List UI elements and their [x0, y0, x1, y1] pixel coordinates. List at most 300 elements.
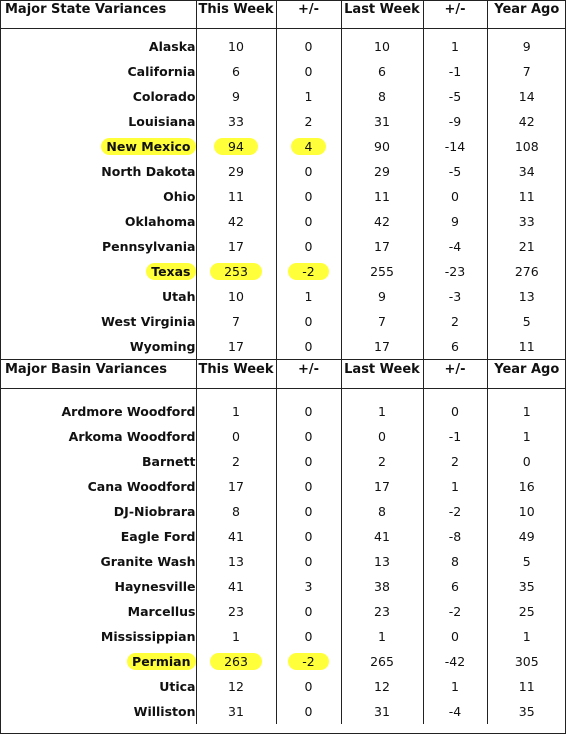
this-week-cell-value: 9 [232, 89, 240, 104]
table-row [0, 284, 566, 309]
row-label-text: Alaska [148, 39, 196, 54]
last-week-cell-value: 265 [370, 654, 394, 669]
change-year-cell [423, 334, 487, 360]
last-week-cell-value: 6 [378, 64, 386, 79]
last-week-cell-value: 17 [374, 239, 390, 254]
row-label-text: Haynesville [114, 579, 196, 594]
this-week-cell [196, 649, 276, 674]
change-week-cell-value: 0 [304, 704, 313, 719]
year-ago-cell-value: 33 [518, 214, 535, 229]
last-week-cell [341, 309, 423, 334]
last-week-cell-value: 38 [374, 579, 390, 594]
year-ago-cell-value: 13 [518, 289, 535, 304]
row-label [0, 449, 196, 474]
change-week-cell-value: 0 [304, 164, 313, 179]
year-ago-cell [487, 59, 566, 84]
table-row [0, 184, 566, 209]
change-week-cell-value: 0 [304, 339, 313, 354]
year-ago-cell-value: 276 [514, 264, 539, 279]
change-year-cell [423, 209, 487, 234]
row-label-text: Arkoma Woodford [68, 429, 196, 444]
change-year-cell-value: -5 [448, 164, 462, 179]
state-header-row [0, 0, 566, 29]
change-year-cell [423, 109, 487, 134]
last-week-cell-value: 13 [374, 554, 390, 569]
last-week-cell-value: 17 [374, 479, 390, 494]
change-week-cell [276, 474, 341, 499]
row-label-text: Ardmore Woodford [61, 404, 196, 419]
last-week-cell-value: 10 [374, 39, 390, 54]
last-week-cell [341, 234, 423, 259]
year-ago-cell [487, 284, 566, 309]
change-week-cell-value: 0 [304, 314, 313, 329]
change-year-cell-value: 8 [451, 554, 459, 569]
row-label [0, 309, 196, 334]
row-label [0, 259, 196, 284]
row-label-text: Louisiana [128, 114, 196, 129]
change-week-cell [276, 624, 341, 649]
last-week-cell [341, 574, 423, 599]
change-year-cell [423, 599, 487, 624]
this-week-cell-value: 42 [228, 214, 244, 229]
year-ago-cell-value: 35 [518, 579, 535, 594]
year-ago-cell-value: 42 [518, 114, 535, 129]
this-week-cell [196, 159, 276, 184]
row-label [0, 474, 196, 499]
table-row [0, 549, 566, 574]
change-week-cell [276, 649, 341, 674]
basin-variances-section [0, 360, 566, 725]
table-row [0, 574, 566, 599]
this-week-cell-value: 23 [228, 604, 244, 619]
this-week-cell-value: 263 [210, 653, 262, 670]
last-week-cell-value: 2 [378, 454, 386, 469]
last-week-cell-value: 12 [374, 679, 390, 694]
this-week-cell-value: 2 [232, 454, 240, 469]
this-week-cell-value: 8 [232, 504, 240, 519]
this-week-cell-value: 17 [228, 239, 244, 254]
row-label [0, 624, 196, 649]
change-year-cell-value: 2 [451, 314, 459, 329]
change-year-cell [423, 524, 487, 549]
this-week-cell-value: 6 [232, 64, 240, 79]
last-week-cell [341, 674, 423, 699]
this-week-cell-value: 0 [232, 429, 240, 444]
this-week-cell [196, 234, 276, 259]
this-week-cell [196, 599, 276, 624]
change-week-cell [276, 59, 341, 84]
last-week-cell-value: 90 [374, 139, 390, 154]
last-week-cell-value: 42 [374, 214, 390, 229]
change-week-cell [276, 284, 341, 309]
year-ago-cell [487, 309, 566, 334]
row-label [0, 524, 196, 549]
last-week-cell-value: 31 [374, 114, 390, 129]
change-week-cell [276, 209, 341, 234]
change-week-cell [276, 499, 341, 524]
change-week-cell-value: 3 [304, 579, 313, 594]
year-ago-cell [487, 424, 566, 449]
this-week-cell [196, 474, 276, 499]
change-year-cell-value: -8 [448, 529, 462, 544]
this-week-cell-value: 11 [228, 189, 244, 204]
row-label-text: Permian [127, 653, 195, 670]
change-year-cell [423, 34, 487, 59]
col-last-week-header: Last Week [341, 0, 423, 29]
this-week-cell-value: 29 [228, 164, 244, 179]
last-week-cell-value: 11 [374, 189, 390, 204]
this-week-cell-value: 1 [232, 404, 240, 419]
change-year-cell [423, 449, 487, 474]
change-week-cell-value: 0 [304, 429, 313, 444]
change-year-cell-value: 6 [451, 579, 459, 594]
table-row [0, 84, 566, 109]
last-week-cell-value: 29 [374, 164, 390, 179]
this-week-cell-value: 7 [232, 314, 240, 329]
change-week-cell [276, 134, 341, 159]
table-row [0, 259, 566, 284]
row-label [0, 59, 196, 84]
year-ago-cell [487, 499, 566, 524]
year-ago-cell [487, 624, 566, 649]
change-year-cell-value: -14 [444, 139, 466, 154]
change-year-cell [423, 624, 487, 649]
row-label [0, 284, 196, 309]
this-week-cell-value: 33 [228, 114, 244, 129]
this-week-cell [196, 399, 276, 424]
row-label [0, 209, 196, 234]
this-week-cell-value: 13 [228, 554, 244, 569]
last-week-cell [341, 159, 423, 184]
this-week-cell [196, 259, 276, 284]
this-week-cell [196, 309, 276, 334]
last-week-cell [341, 549, 423, 574]
row-label [0, 234, 196, 259]
last-week-cell [341, 134, 423, 159]
change-year-cell [423, 259, 487, 284]
year-ago-cell [487, 599, 566, 624]
change-week-cell-value: 0 [304, 604, 313, 619]
change-week-cell-value: 0 [304, 504, 313, 519]
last-week-cell-value: 1 [378, 404, 386, 419]
change-week-cell [276, 159, 341, 184]
this-week-cell [196, 134, 276, 159]
row-label [0, 424, 196, 449]
table-row [0, 109, 566, 134]
change-week-cell-value: 0 [304, 629, 313, 644]
year-ago-cell [487, 159, 566, 184]
row-label-text: Eagle Ford [120, 529, 196, 544]
year-ago-cell-value: 1 [522, 629, 531, 644]
change-week-cell-value: 2 [304, 114, 313, 129]
row-label-text: DJ-Niobrara [113, 504, 196, 519]
change-year-cell [423, 399, 487, 424]
row-label [0, 34, 196, 59]
last-week-cell [341, 524, 423, 549]
col-change-year-header: +/- [423, 0, 487, 29]
change-year-cell [423, 234, 487, 259]
year-ago-cell [487, 699, 566, 724]
row-label-text: California [127, 64, 196, 79]
row-label [0, 699, 196, 724]
year-ago-cell-value: 49 [518, 529, 535, 544]
change-year-cell-value: -2 [448, 504, 462, 519]
last-week-cell [341, 34, 423, 59]
change-week-cell [276, 424, 341, 449]
table-row [0, 134, 566, 159]
year-ago-cell [487, 399, 566, 424]
last-week-cell [341, 334, 423, 360]
year-ago-cell [487, 449, 566, 474]
change-year-cell-value: 9 [451, 214, 459, 229]
table-row [0, 59, 566, 84]
this-week-cell-value: 31 [228, 704, 244, 719]
change-week-cell-value: 0 [304, 189, 313, 204]
year-ago-cell [487, 184, 566, 209]
last-week-cell-value: 1 [378, 629, 386, 644]
this-week-cell [196, 59, 276, 84]
row-label [0, 674, 196, 699]
change-year-cell [423, 59, 487, 84]
year-ago-cell-value: 1 [522, 429, 531, 444]
last-week-cell [341, 424, 423, 449]
change-week-cell [276, 449, 341, 474]
this-week-cell-value: 10 [228, 39, 244, 54]
row-label [0, 184, 196, 209]
change-year-cell-value: -5 [448, 89, 462, 104]
change-year-cell [423, 84, 487, 109]
year-ago-cell-value: 10 [518, 504, 535, 519]
change-year-cell-value: -4 [448, 704, 462, 719]
change-year-cell-value: 0 [451, 404, 459, 419]
change-week-cell-value: 1 [304, 89, 313, 104]
this-week-cell-value: 17 [228, 479, 244, 494]
last-week-cell-value: 8 [378, 504, 386, 519]
change-year-cell-value: 1 [451, 479, 459, 494]
year-ago-cell [487, 674, 566, 699]
year-ago-cell [487, 524, 566, 549]
row-label [0, 599, 196, 624]
year-ago-cell-value: 34 [518, 164, 535, 179]
year-ago-cell [487, 649, 566, 674]
row-label-text: Utica [159, 679, 196, 694]
change-year-cell [423, 649, 487, 674]
this-week-cell [196, 284, 276, 309]
row-label-text: Ohio [163, 189, 196, 204]
change-week-cell-value: 1 [304, 289, 313, 304]
last-week-cell [341, 209, 423, 234]
year-ago-cell [487, 84, 566, 109]
change-week-cell [276, 234, 341, 259]
change-year-cell-value: -1 [448, 429, 462, 444]
change-year-cell [423, 309, 487, 334]
col-change-week-header: +/- [276, 0, 341, 29]
change-week-cell-value: 0 [304, 554, 313, 569]
change-year-cell [423, 424, 487, 449]
this-week-cell [196, 624, 276, 649]
change-year-cell-value: 0 [451, 629, 459, 644]
year-ago-cell [487, 209, 566, 234]
year-ago-cell-value: 1 [522, 404, 531, 419]
this-week-cell [196, 699, 276, 724]
this-week-cell [196, 574, 276, 599]
row-label-text: Williston [133, 704, 196, 719]
this-week-cell [196, 524, 276, 549]
change-week-cell-value: 0 [304, 39, 313, 54]
last-week-cell-value: 31 [374, 704, 390, 719]
change-year-cell [423, 159, 487, 184]
change-week-cell [276, 34, 341, 59]
last-week-cell [341, 474, 423, 499]
row-label-text: Wyoming [129, 339, 196, 354]
row-label-text: New Mexico [101, 138, 195, 155]
change-year-cell-value: -23 [444, 264, 466, 279]
this-week-cell-value: 1 [232, 629, 240, 644]
year-ago-cell-value: 11 [518, 339, 535, 354]
change-year-cell [423, 549, 487, 574]
last-week-cell-value: 0 [378, 429, 386, 444]
state-section-title: Major State Variances [0, 0, 196, 29]
change-year-cell [423, 184, 487, 209]
table-row [0, 599, 566, 624]
basin-section-title: Major Basin Variances [0, 360, 196, 389]
row-label [0, 84, 196, 109]
this-week-cell-value: 94 [214, 138, 258, 155]
year-ago-cell-value: 14 [518, 89, 535, 104]
year-ago-cell-value: 0 [522, 454, 531, 469]
last-week-cell [341, 184, 423, 209]
row-label [0, 574, 196, 599]
change-week-cell-value: 0 [304, 214, 313, 229]
table-row [0, 399, 566, 424]
row-label [0, 549, 196, 574]
row-label-text: Pennsylvania [101, 239, 196, 254]
col-year-ago-header: Year Ago [487, 0, 566, 29]
row-label-text: North Dakota [101, 164, 196, 179]
year-ago-cell-value: 11 [518, 679, 535, 694]
row-label-text: Mississippian [100, 629, 196, 644]
change-week-cell [276, 184, 341, 209]
change-week-cell [276, 309, 341, 334]
change-year-cell-value: 2 [451, 454, 459, 469]
last-week-cell-value: 41 [374, 529, 390, 544]
year-ago-cell-value: 21 [518, 239, 535, 254]
change-year-cell-value: -9 [448, 114, 462, 129]
row-label-text: West Virginia [101, 314, 196, 329]
row-label [0, 399, 196, 424]
change-year-cell-value: 6 [451, 339, 459, 354]
year-ago-cell-value: 11 [518, 189, 535, 204]
table-row [0, 624, 566, 649]
change-week-cell [276, 574, 341, 599]
year-ago-cell [487, 134, 566, 159]
row-label-text: Barnett [142, 454, 196, 469]
change-week-cell [276, 399, 341, 424]
table-row [0, 159, 566, 184]
change-year-cell [423, 699, 487, 724]
change-week-cell-value: -2 [288, 653, 328, 670]
change-week-cell [276, 109, 341, 134]
col-this-week-header: This Week [196, 360, 276, 389]
year-ago-cell [487, 334, 566, 360]
change-week-cell [276, 259, 341, 284]
last-week-cell [341, 399, 423, 424]
this-week-cell-value: 12 [228, 679, 244, 694]
row-label-text: Marcellus [127, 604, 196, 619]
last-week-cell-value: 7 [378, 314, 386, 329]
row-label-text: Oklahoma [124, 214, 196, 229]
change-year-cell-value: -4 [448, 239, 462, 254]
year-ago-cell-value: 35 [518, 704, 535, 719]
row-label-text: Texas [146, 263, 195, 280]
table-row [0, 699, 566, 724]
this-week-cell-value: 10 [228, 289, 244, 304]
year-ago-cell-value: 16 [518, 479, 535, 494]
spacer-row [0, 389, 566, 400]
last-week-cell-value: 17 [374, 339, 390, 354]
this-week-cell [196, 334, 276, 360]
row-label-text: Granite Wash [100, 554, 196, 569]
table-row [0, 209, 566, 234]
row-label [0, 499, 196, 524]
year-ago-cell-value: 9 [522, 39, 531, 54]
year-ago-cell [487, 574, 566, 599]
change-week-cell-value: 0 [304, 239, 313, 254]
last-week-cell [341, 259, 423, 284]
this-week-cell [196, 674, 276, 699]
change-week-cell [276, 84, 341, 109]
change-week-cell [276, 699, 341, 724]
year-ago-cell [487, 234, 566, 259]
col-change-week-header: +/- [276, 360, 341, 389]
change-week-cell-value: 0 [304, 64, 313, 79]
last-week-cell [341, 449, 423, 474]
change-year-cell-value: 0 [451, 189, 459, 204]
change-year-cell [423, 134, 487, 159]
last-week-cell [341, 84, 423, 109]
row-label [0, 649, 196, 674]
year-ago-cell-value: 5 [522, 554, 531, 569]
year-ago-cell-value: 108 [514, 139, 539, 154]
change-week-cell-value: 4 [291, 138, 327, 155]
table-row [0, 309, 566, 334]
change-year-cell [423, 474, 487, 499]
change-year-cell [423, 284, 487, 309]
col-year-ago-header: Year Ago [487, 360, 566, 389]
table-row [0, 234, 566, 259]
year-ago-cell-value: 305 [514, 654, 539, 669]
row-label-text: Utah [162, 289, 196, 304]
change-week-cell-value: 0 [304, 529, 313, 544]
last-week-cell [341, 599, 423, 624]
change-week-cell [276, 524, 341, 549]
last-week-cell [341, 59, 423, 84]
last-week-cell [341, 624, 423, 649]
last-week-cell [341, 649, 423, 674]
change-year-cell [423, 574, 487, 599]
table-row [0, 524, 566, 549]
change-year-cell-value: 1 [451, 679, 459, 694]
row-label [0, 109, 196, 134]
this-week-cell [196, 184, 276, 209]
last-week-cell-value: 8 [378, 89, 386, 104]
col-change-year-header: +/- [423, 360, 487, 389]
change-week-cell [276, 599, 341, 624]
this-week-cell [196, 449, 276, 474]
this-week-cell [196, 209, 276, 234]
table-row [0, 474, 566, 499]
this-week-cell-value: 253 [210, 263, 262, 280]
